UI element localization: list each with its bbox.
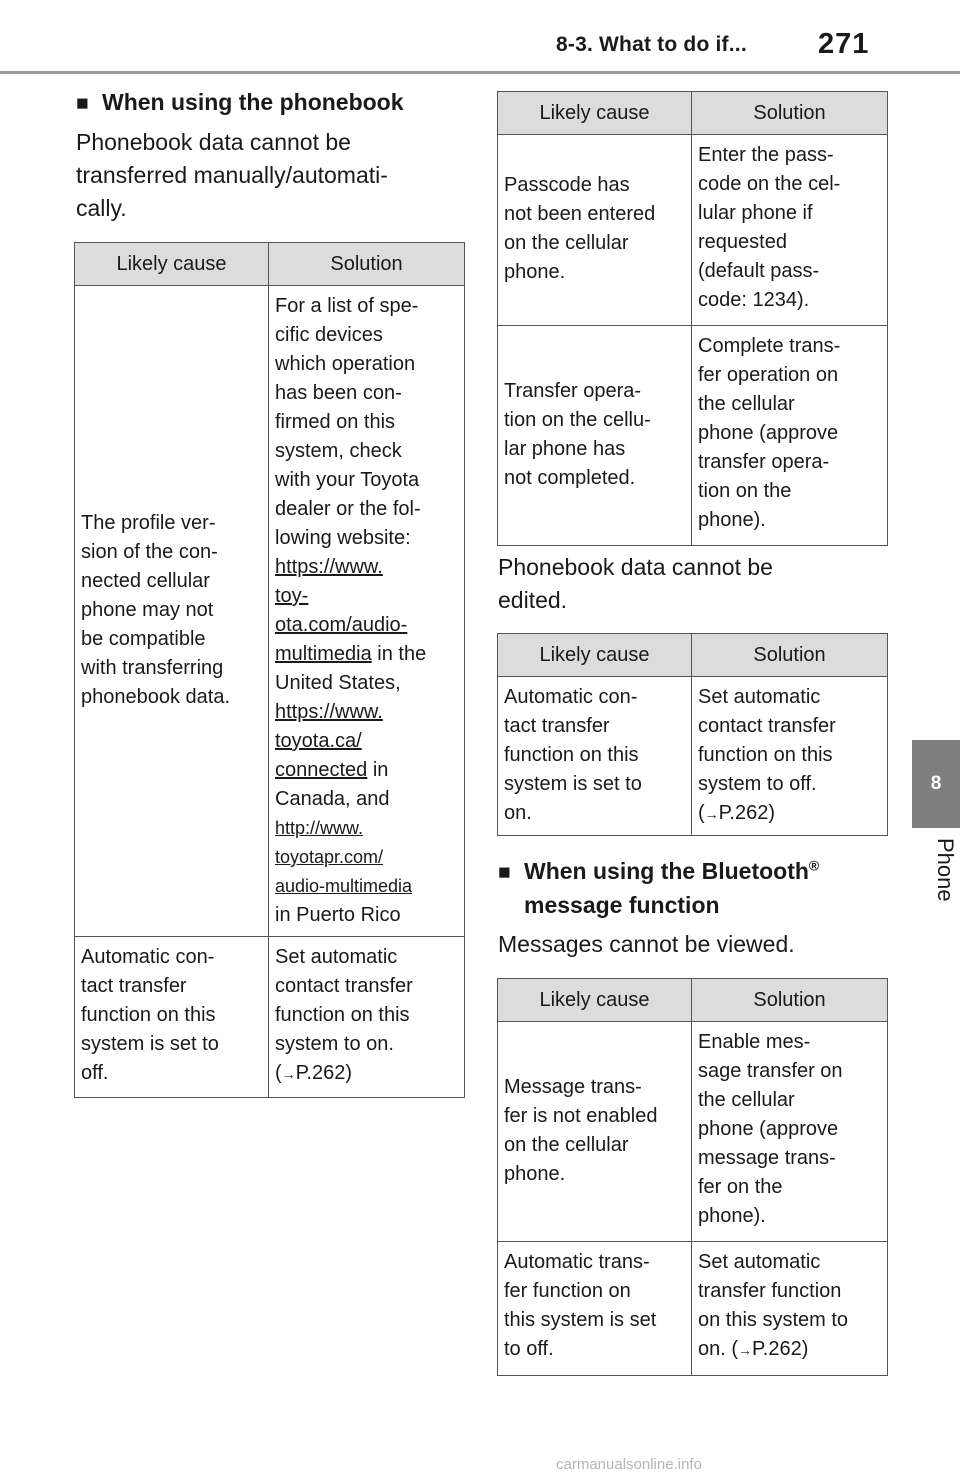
canada-website-link[interactable]: toyota.ca/ [275, 730, 362, 752]
message-table [497, 978, 888, 1376]
table-header-row [498, 92, 888, 135]
page-reference-link[interactable]: P.262) [752, 1338, 809, 1360]
cause-cell: Automatic con- tact transfer function on this system is set to off. [75, 937, 269, 1098]
column-header-solution: Solution [692, 634, 888, 677]
chapter-label: Phone [933, 838, 958, 902]
table-header-row [498, 634, 888, 677]
column-header-cause: Likely cause [498, 979, 692, 1022]
table-row [498, 1242, 888, 1376]
us-website-link[interactable]: multimedia [275, 643, 372, 665]
arrow-right-icon: → [281, 1066, 296, 1082]
cause-cell: Transfer opera- tion on the cellu- lar phone has not completed. [498, 326, 692, 546]
us-website-link[interactable]: ota.com/audio- [275, 614, 408, 636]
canada-website-link[interactable]: https://www. [275, 701, 383, 723]
phonebook-heading: ■ When using the phonebook [76, 86, 404, 120]
cause-cell: Automatic con- tact transfer function on this system is set to on. [498, 677, 692, 836]
phonebook-edit-table [497, 633, 888, 836]
cause-cell: Automatic trans- fer function on this system is set to off. [498, 1242, 692, 1376]
arrow-right-icon: → [738, 1342, 753, 1358]
solution-cell: Set automatic contact transfer function on this system to off. (→P.262) [692, 677, 888, 836]
puerto-rico-website-link[interactable]: audio-multimedia [275, 876, 413, 896]
heading-bullet-icon: ■ [76, 92, 89, 115]
us-website-link[interactable]: toy- [275, 585, 309, 607]
cause-cell: Passcode has not been entered on the cellular phone. [498, 135, 692, 326]
us-website-link[interactable]: https://www. [275, 556, 383, 578]
chapter-tab[interactable] [912, 740, 960, 828]
column-header-solution: Solution [269, 243, 465, 286]
phonebook-transfer-table [74, 242, 465, 1098]
solution-cell: Complete trans- fer operation on the cellular phone (approve transfer opera- tion on the phone). [692, 326, 888, 546]
table-row [498, 1022, 888, 1242]
messages-text: Messages cannot be viewed. [498, 931, 795, 957]
solution-cell: Set automatic transfer function on this system to on. (→P.262) [692, 1242, 888, 1376]
column-header-cause: Likely cause [75, 243, 269, 286]
column-header-cause: Likely cause [498, 92, 692, 135]
page-reference-link[interactable]: P.262) [295, 1062, 353, 1084]
watermark: carmanualsonline.info [556, 1456, 702, 1473]
page-reference-link[interactable]: P.262) [718, 802, 776, 824]
solution-cell: For a list of spe- cific devices which operation has been con- firmed on this system, check with your Toyota dealer or the fol- lowing website: https://www. toy- ota.com/audio- multimedia in the United States, https://www. toyota.ca/ connected in Canada, and http://www. toyotapr.com/ audio-multimedia in Puerto Rico [269, 286, 465, 937]
column-header-solution: Solution [692, 979, 888, 1022]
puerto-rico-website-link[interactable]: toyotapr.com/ [275, 847, 384, 867]
canada-website-link[interactable]: connected [275, 759, 368, 781]
column-header-cause: Likely cause [498, 634, 692, 677]
table-row [498, 677, 888, 836]
column-header-solution: Solution [692, 92, 888, 135]
phonebook-transfer-text: Phonebook data cannot be transferred manually/automati- cally. [76, 129, 388, 221]
table-row [75, 286, 465, 937]
phonebook-edit-text: Phonebook data cannot be edited. [498, 554, 773, 613]
table-row [498, 135, 888, 326]
solution-cell: Enter the pass- code on the cel- lular phone if requested (default pass- code: 1234). [692, 135, 888, 326]
solution-cell: Enable mes- sage transfer on the cellular phone (approve message trans- fer on the phone). [692, 1022, 888, 1242]
chapter-number: 8 [930, 773, 942, 794]
solution-cell: Set automatic contact transfer function on this system to on. (→P.262) [269, 937, 465, 1098]
section-title: 8-3. What to do if... [556, 33, 747, 56]
heading-bullet-icon: ■ [498, 861, 511, 884]
arrow-right-icon: → [704, 806, 719, 822]
header-divider [0, 71, 960, 74]
table-header-row [75, 243, 465, 286]
cause-cell: The profile ver- sion of the con- nected cellular phone may not be compatible with transferring phonebook data. [75, 286, 269, 937]
page-number: 271 [818, 28, 870, 60]
passcode-table [497, 91, 888, 546]
puerto-rico-website-link[interactable]: http://www. [275, 818, 364, 838]
table-header-row [498, 979, 888, 1022]
table-row [498, 326, 888, 546]
table-row [75, 937, 465, 1098]
cause-cell: Message trans- fer is not enabled on the cellular phone. [498, 1022, 692, 1242]
bluetooth-message-heading: ■ When using the Bluetooth® message function [498, 857, 820, 918]
